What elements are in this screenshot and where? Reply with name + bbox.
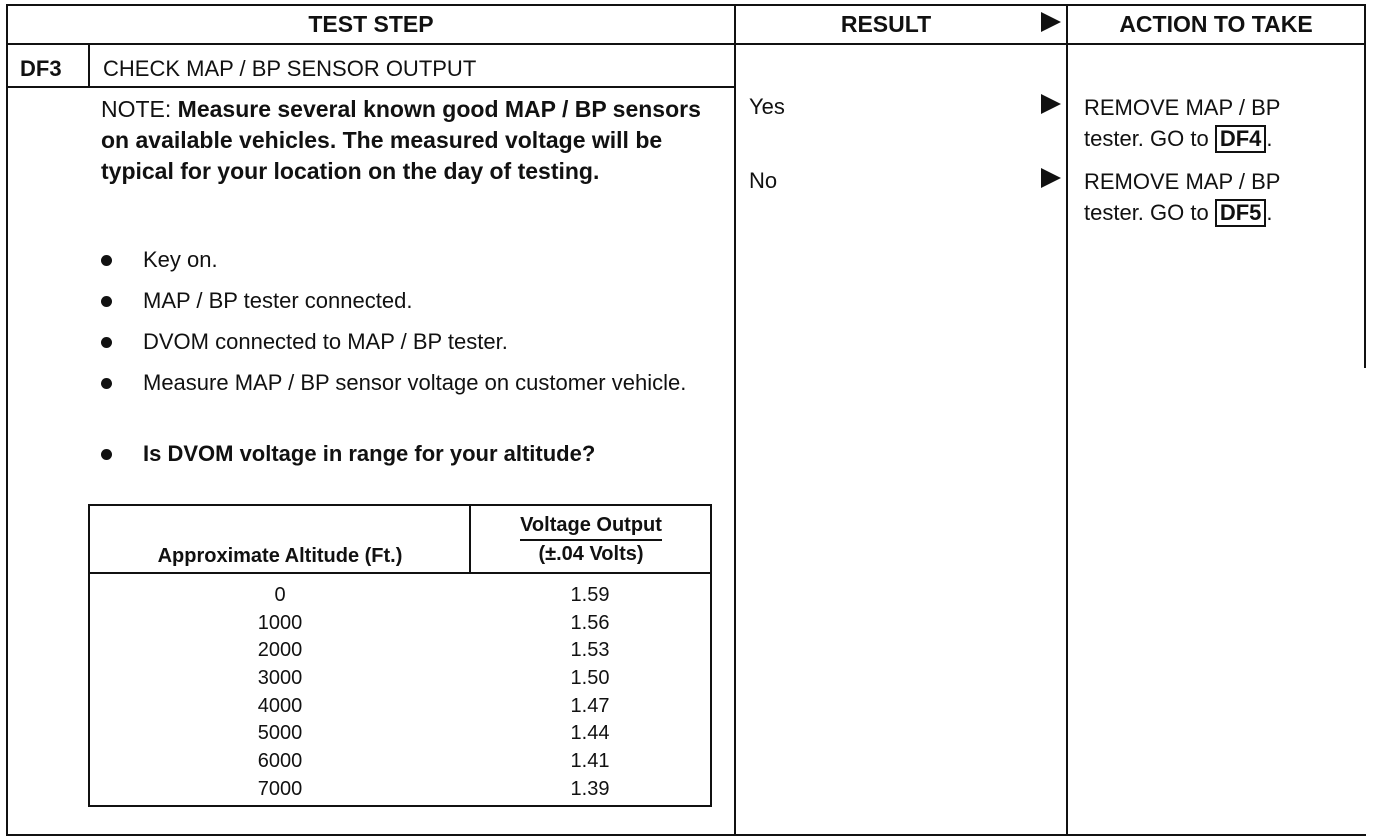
- bullet-text: Measure MAP / BP sensor voltage on customer vehicle.: [143, 370, 687, 395]
- altitude-cell: 3000: [257, 667, 303, 690]
- table-row: [90, 695, 710, 723]
- bullet-text: DVOM connected to MAP / BP tester.: [143, 329, 508, 354]
- altitude-cell: 2000: [257, 639, 303, 662]
- table-body: [90, 584, 710, 806]
- table-row: [90, 639, 710, 667]
- voltage-cell: 1.44: [570, 722, 610, 745]
- action-yes-line2: tester. GO to: [1084, 126, 1209, 151]
- altitude-cell: 1000: [257, 611, 303, 634]
- action-yes: [1084, 92, 1374, 154]
- step-id-divider: [88, 45, 90, 87]
- table-row: [90, 750, 710, 778]
- voltage-cell: 1.47: [570, 694, 610, 717]
- altitude-cell: 4000: [257, 694, 303, 717]
- table-row: [90, 612, 710, 640]
- action-no-line1: REMOVE MAP / BP: [1084, 169, 1281, 194]
- voltage-cell: 1.56: [570, 611, 610, 634]
- table-header-voltage-line2: (±.04 Volts): [538, 543, 644, 565]
- note: [101, 94, 716, 187]
- bullet-text: MAP / BP tester connected.: [143, 288, 413, 313]
- header-result: RESULT: [840, 10, 932, 37]
- action-yes-suffix: .: [1266, 126, 1273, 151]
- bullet-text: Is DVOM voltage in range for your altitude?: [143, 441, 596, 466]
- table-row: [90, 778, 710, 806]
- action-yes-line1: REMOVE MAP / BP: [1084, 95, 1281, 120]
- altitude-cell: 6000: [257, 750, 303, 773]
- column-divider-result: [734, 4, 736, 836]
- table-header-altitude: Approximate Altitude (Ft.): [157, 545, 403, 567]
- step-id: DF3: [20, 56, 62, 81]
- header-test-step: TEST STEP: [308, 10, 434, 37]
- action-no-line2: tester. GO to: [1084, 200, 1209, 225]
- table-row: [90, 722, 710, 750]
- voltage-cell: 1.59: [570, 584, 610, 606]
- altitude-cell: 5000: [257, 722, 303, 745]
- bullet-text: Key on.: [143, 247, 218, 272]
- altitude-cell: 7000: [257, 777, 303, 800]
- result-yes: Yes: [749, 94, 785, 119]
- altitude-voltage-table: [88, 504, 712, 807]
- table-row: [90, 584, 710, 612]
- voltage-cell: 1.39: [570, 777, 610, 800]
- voltage-cell: 1.50: [570, 667, 610, 690]
- bullet-icon: [101, 449, 112, 460]
- header-arrow-icon: [1041, 12, 1061, 32]
- table-row: [90, 667, 710, 695]
- action-no: [1084, 166, 1374, 228]
- table-header-voltage-line1: Voltage Output: [520, 512, 662, 541]
- table-header-divider: [90, 572, 710, 574]
- header-divider: [6, 43, 1366, 45]
- goto-df5-link[interactable]: DF5: [1215, 199, 1267, 227]
- outer-border-bottom: [6, 834, 1366, 836]
- bullet-icon: [101, 378, 112, 389]
- outer-border-left: [6, 4, 8, 836]
- header-action: ACTION TO TAKE: [1119, 10, 1313, 37]
- bullet-icon: [101, 255, 112, 266]
- bullet-icon: [101, 296, 112, 307]
- note-text: Measure several known good MAP / BP sensors on available vehicles. The measured voltage will be typical for your location on the day of testing.: [101, 96, 701, 184]
- result-no: No: [749, 168, 778, 193]
- voltage-cell: 1.53: [570, 639, 610, 662]
- voltage-cell: 1.41: [570, 750, 610, 773]
- goto-df4-link[interactable]: DF4: [1215, 125, 1267, 153]
- column-divider-action: [1066, 4, 1068, 836]
- step-title: CHECK MAP / BP SENSOR OUTPUT: [103, 56, 477, 81]
- table-header-voltage: [471, 512, 711, 572]
- action-no-suffix: .: [1266, 200, 1273, 225]
- bullet-icon: [101, 337, 112, 348]
- note-label: NOTE:: [101, 96, 172, 122]
- result-no-arrow-icon: [1041, 168, 1061, 188]
- altitude-cell: 0: [274, 584, 286, 606]
- result-yes-arrow-icon: [1041, 94, 1061, 114]
- step-title-divider: [6, 86, 736, 88]
